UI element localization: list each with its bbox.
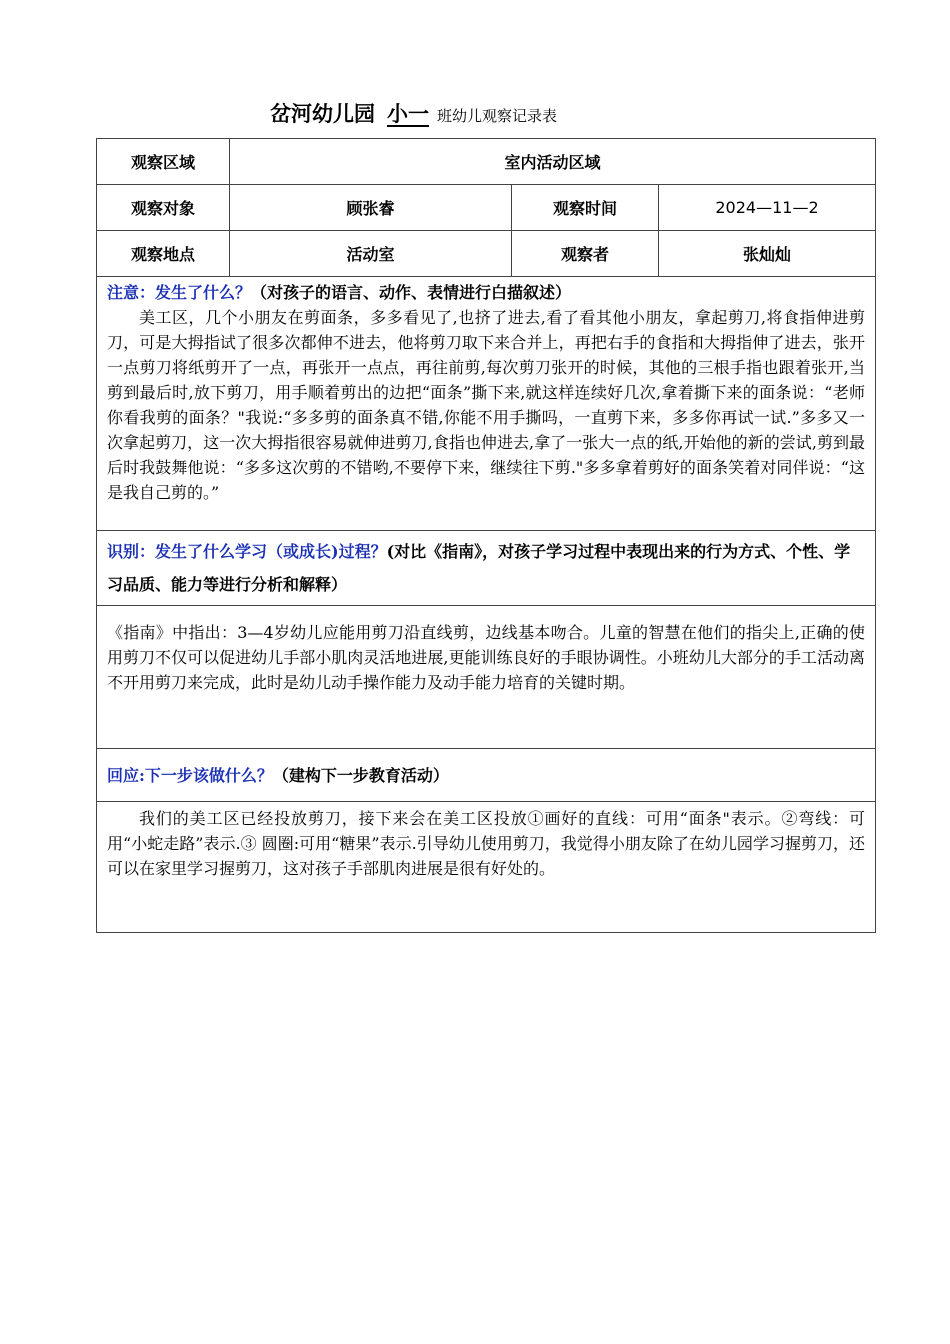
respond-heading-note: （建构下一步教育活动） [272, 765, 449, 785]
observation-table [96, 138, 876, 933]
time-value: 2024—11—2 [659, 185, 876, 231]
area-label: 观察区域 [97, 139, 230, 185]
school-name: 岔河幼儿园 [270, 101, 375, 126]
row-area [97, 139, 876, 185]
respond-heading-main: 回应:下一步该做什么？ [107, 765, 273, 785]
identify-heading-note: (对比《指南》，对孩子学习过程中表现出来的行为方式、个性、学习品质、能力等进行分析和解释） [107, 542, 851, 594]
observer-value: 张灿灿 [659, 231, 876, 277]
row-respond-heading [97, 749, 876, 802]
identify-text: 《指南》中指出：3—4岁幼儿应能用剪刀沿直线剪，边线基本吻合。儿童的智慧在他们的指尖上,正确的使用剪刀不仅可以促进幼儿手部小肌肉灵活地进展,更能训练良好的手眼协调性。小班幼儿大部分的手工活动离不开用剪刀来完成，此时是幼儿动手操作能力及动手能力培育的关键时期。 [97, 606, 876, 749]
identify-heading [97, 531, 876, 606]
notice-heading-note: （对孩子的语言、动作、表情进行白描叙述） [251, 283, 572, 302]
respond-text: 我们的美工区已经投放剪刀，接下来会在美工区投放①画好的直线：可用“面条"表示。②弯线：可用“小蛇走路”表示.③ 圆圈:可用“糖果”表示.引导幼儿使用剪刀，我觉得小朋友除了在幼儿园学习握剪刀，还可以在家里学习握剪刀，这对孩子手部肌肉进展是很有好处的。 [97, 802, 876, 933]
class-name: 小一 [387, 101, 429, 126]
time-label: 观察时间 [512, 185, 659, 231]
row-respond-text [97, 802, 876, 933]
area-value: 室内活动区域 [230, 139, 876, 185]
respond-heading [97, 749, 876, 802]
document-title [270, 98, 770, 130]
notice-cell [97, 277, 876, 531]
target-value: 顾张睿 [230, 185, 512, 231]
notice-heading [107, 281, 865, 305]
row-target [97, 185, 876, 231]
form-title: 班幼儿观察记录表 [437, 107, 558, 125]
place-label: 观察地点 [97, 231, 230, 277]
identify-heading-main: 识别：发生了什么学习（或成长)过程？ [107, 542, 387, 561]
row-notice [97, 277, 876, 531]
target-label: 观察对象 [97, 185, 230, 231]
notice-heading-main: 注意：发生了什么？ [107, 283, 252, 302]
observer-label: 观察者 [512, 231, 659, 277]
notice-text: 美工区，几个小朋友在剪面条，多多看见了,也挤了进去,看了看其他小朋友，拿起剪刀,将食指伸进剪刀，可是大拇指试了很多次都伸不进去，他将剪刀取下来合并上，再把右手的食指和大拇指伸了进去，张开一点剪刀将纸剪开了一点，再张开一点点，再往前剪,每次剪刀张开的时候，其他的三根手指也跟着张开,当剪到最后时,放下剪刀，用手顺着剪出的边把“面条”撕下来,就这样连续好几次,拿着撕下来的面条说：“老师你看我剪的面条？"我说:“多多剪的面条真不错,你能不用手撕吗，一直剪下来，多多你再试一试.”多多又一次拿起剪刀，这一次大拇指很容易就伸进剪刀,食指也伸进去,拿了一张大一点的纸,开始他的新的尝试,剪到最后时我鼓舞他说：“多多这次剪的不错哟,不要停下来，继续往下剪."多多拿着剪好的面条笑着对同伴说：“这是我自己剪的。” [107, 308, 866, 502]
row-place [97, 231, 876, 277]
row-identify-heading [97, 531, 876, 606]
row-identify-text [97, 606, 876, 749]
place-value: 活动室 [230, 231, 512, 277]
